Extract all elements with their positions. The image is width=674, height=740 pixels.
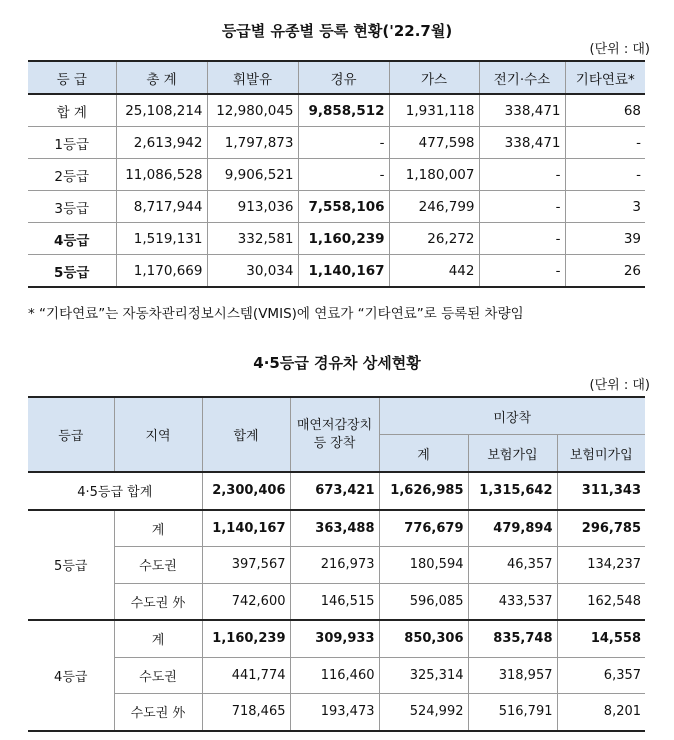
table1-row [28,255,645,288]
value-cell: 39 [565,223,645,255]
detail-row [28,547,645,584]
value-cell: 332,581 [207,223,298,255]
table1-row [28,159,645,191]
summary-value: 673,421 [290,472,379,510]
header-total: 총 계 [116,61,207,94]
value-cell: 246,799 [389,191,479,223]
table1-unit: (단위 : 대) [589,42,650,57]
value-cell: 12,980,045 [207,94,298,127]
value-cell: - [565,159,645,191]
value-cell: 1,180,007 [389,159,479,191]
value-cell: 742,600 [202,583,290,620]
value-cell: 1,931,118 [389,94,479,127]
value-cell: 26 [565,255,645,288]
value-cell: 216,973 [290,547,379,584]
grade-cell: 3등급 [28,191,116,223]
value-cell: 8,717,944 [116,191,207,223]
header-total: 합계 [202,397,290,472]
header-diesel: 경유 [298,61,389,94]
value-cell: 162,548 [557,583,645,620]
region-cell: 계 [114,620,202,657]
value-cell: 26,272 [389,223,479,255]
table1-header-row [28,61,645,94]
table2-header-row-1 [28,397,645,435]
value-cell: 2,613,942 [116,127,207,159]
value-cell: 9,906,521 [207,159,298,191]
group-grade-cell: 4등급 [28,620,114,731]
value-cell: 441,774 [202,657,290,694]
region-cell: 수도권 [114,547,202,584]
diesel-detail-table [28,396,645,732]
value-cell: 442 [389,255,479,288]
value-cell: 180,594 [379,547,468,584]
value-cell: 1,160,239 [202,620,290,657]
value-cell: - [479,223,565,255]
value-cell: 6,357 [557,657,645,694]
value-cell: 338,471 [479,94,565,127]
header-grade: 등급 [28,397,114,472]
value-cell: 776,679 [379,510,468,547]
region-cell: 수도권 外 [114,694,202,731]
value-cell: 134,237 [557,547,645,584]
value-cell: - [479,255,565,288]
grade-cell: 4등급 [28,223,116,255]
value-cell: 146,515 [290,583,379,620]
value-cell: 46,357 [468,547,557,584]
value-cell: 1,140,167 [298,255,389,288]
value-cell: 3 [565,191,645,223]
value-cell: 338,471 [479,127,565,159]
value-cell: 14,558 [557,620,645,657]
grade-cell: 5등급 [28,255,116,288]
value-cell: 193,473 [290,694,379,731]
value-cell: 1,797,873 [207,127,298,159]
value-cell: - [565,127,645,159]
value-cell: 309,933 [290,620,379,657]
summary-label: 4·5등급 합계 [28,472,202,510]
header-grade: 등 급 [28,61,116,94]
table1-body [28,94,645,287]
detail-row [28,620,645,657]
value-cell: 116,460 [290,657,379,694]
value-cell: 9,858,512 [298,94,389,127]
value-cell: 835,748 [468,620,557,657]
value-cell: 325,314 [379,657,468,694]
detail-row [28,694,645,731]
region-cell: 수도권 外 [114,583,202,620]
header-region: 지역 [114,397,202,472]
value-cell: 1,140,167 [202,510,290,547]
value-cell: 850,306 [379,620,468,657]
table2-unit: (단위 : 대) [589,378,650,393]
summary-value: 1,315,642 [468,472,557,510]
value-cell: 397,567 [202,547,290,584]
value-cell: 516,791 [468,694,557,731]
header-uninsured: 보험미가입 [557,435,645,473]
summary-value: 311,343 [557,472,645,510]
header-not-installed-sum: 계 [379,435,468,473]
group-grade-cell: 5등급 [28,510,114,621]
value-cell: 477,598 [389,127,479,159]
value-cell: 718,465 [202,694,290,731]
value-cell: 913,036 [207,191,298,223]
value-cell: 318,957 [468,657,557,694]
table2-body [28,472,645,731]
value-cell: 1,170,669 [116,255,207,288]
value-cell: 479,894 [468,510,557,547]
value-cell: 7,558,106 [298,191,389,223]
table1-row [28,191,645,223]
header-other-fuel: 기타연료* [565,61,645,94]
value-cell: 524,992 [379,694,468,731]
table2-title: 4·5등급 경유차 상세현황 [253,354,421,372]
header-gas: 가스 [389,61,479,94]
value-cell: 68 [565,94,645,127]
header-not-installed: 미장착 [379,397,645,435]
grade-cell: 2등급 [28,159,116,191]
value-cell: 25,108,214 [116,94,207,127]
grade-cell: 1등급 [28,127,116,159]
registration-table [28,60,645,288]
header-gasoline: 휘발유 [207,61,298,94]
value-cell: 363,488 [290,510,379,547]
table1-row [28,223,645,255]
header-electric-hydrogen: 전기·수소 [479,61,565,94]
header-installed: 매연저감장치 등 장착 [290,397,379,472]
value-cell: - [298,127,389,159]
detail-row [28,583,645,620]
value-cell: 296,785 [557,510,645,547]
region-cell: 계 [114,510,202,547]
summary-value: 2,300,406 [202,472,290,510]
value-cell: 1,519,131 [116,223,207,255]
value-cell: 8,201 [557,694,645,731]
footnote: * “기타연료”는 자동차관리정보시스템(VMIS)에 연료가 “기타연료”로 등록된 차량임 [28,306,524,322]
table1-row [28,127,645,159]
table1-row [28,94,645,127]
value-cell: - [479,191,565,223]
grade-cell: 합 계 [28,94,116,127]
value-cell: - [298,159,389,191]
value-cell: 433,537 [468,583,557,620]
detail-row [28,657,645,694]
summary-value: 1,626,985 [379,472,468,510]
value-cell: 1,160,239 [298,223,389,255]
table1-title: 등급별 유종별 등록 현황('22.7월) [221,22,453,40]
region-cell: 수도권 [114,657,202,694]
summary-row [28,472,645,510]
value-cell: 596,085 [379,583,468,620]
detail-row [28,510,645,547]
value-cell: - [479,159,565,191]
value-cell: 30,034 [207,255,298,288]
header-insured: 보험가입 [468,435,557,473]
value-cell: 11,086,528 [116,159,207,191]
